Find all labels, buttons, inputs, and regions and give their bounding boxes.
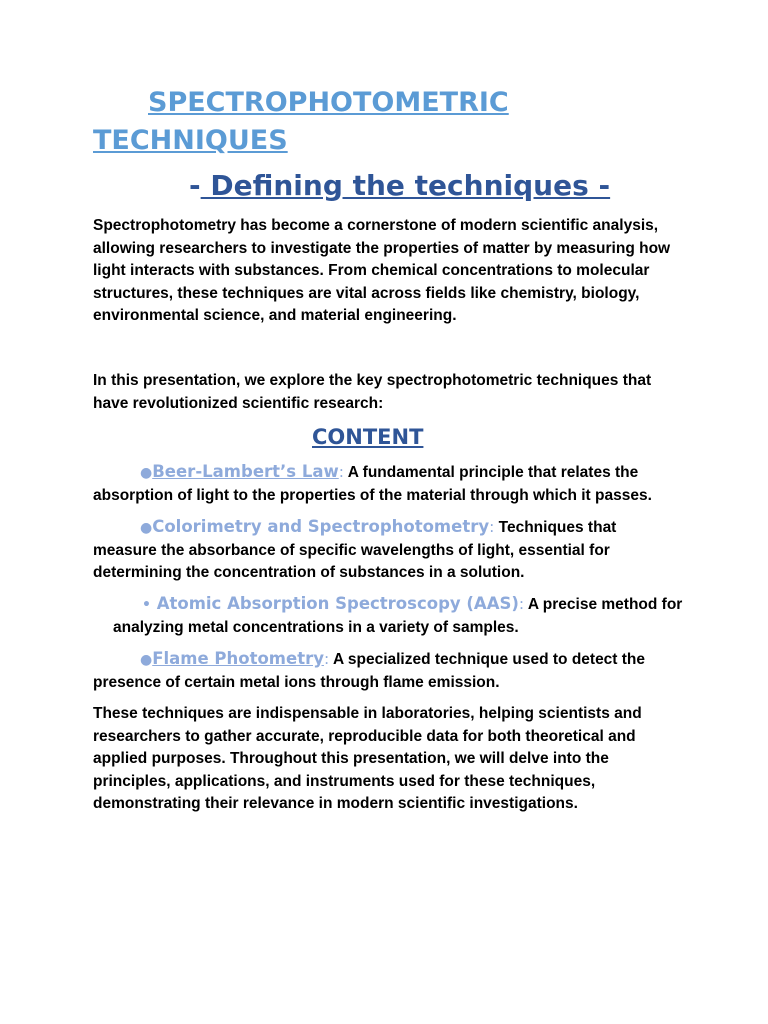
list-item-aas xyxy=(93,593,683,639)
list-item-description-part-2: analyzing metal concentrations in a variety of samples. xyxy=(113,618,519,636)
list-item-term: Colorimetry and Spectrophotometry xyxy=(152,517,490,536)
bullet-icon: ● xyxy=(140,652,153,668)
document-title-line-2: TECHNIQUES xyxy=(93,125,288,156)
list-item-flame-photometry xyxy=(93,648,683,694)
list-item-description: A specialized technique used to detect the presence of certain metal ions through flame emission. xyxy=(93,651,646,691)
bullet-icon: ● xyxy=(140,520,153,536)
closing-paragraph: These techniques are indispensable in laboratories, helping scientists and researchers to gather accurate, reproducible data for both theoretical and applied purposes. Throughout this presentation, we will delve into the principles, applications, and instruments used for these techniques, demonstrating their relevance in modern scientific investigations. xyxy=(93,705,642,813)
bullet-icon: ● xyxy=(140,465,153,481)
presentation-paragraph: In this presentation, we explore the key spectrophotometric techniques that have revolutionized scientific research: xyxy=(93,372,652,412)
intro-paragraph: Spectrophotometry has become a cornerstone of modern scientific analysis, allowing researchers to investigate the properties of matter by measuring how light interacts with substances. From chemical concentrations to molecular structures, these techniques are vital across fields like chemistry, biology, environmental science, and material engineering. xyxy=(93,217,671,325)
subtitle-text: Defining the techniques - xyxy=(200,169,611,202)
document-subtitle xyxy=(189,168,610,204)
list-item-colon: : xyxy=(338,463,344,481)
list-item-term: Flame Photometry xyxy=(152,649,324,668)
list-item-description-part-1: A precise method for xyxy=(524,596,683,613)
document-title-line-1: SPECTROPHOTOMETRIC xyxy=(148,87,509,118)
list-item-term: Atomic Absorption Spectroscopy (AAS) xyxy=(150,594,519,613)
list-item-colorimetry xyxy=(93,516,683,585)
list-item-colon: : xyxy=(489,518,495,536)
list-item-colon: : xyxy=(323,650,330,668)
subtitle-dash: - xyxy=(189,169,201,202)
list-item-term: Beer-Lambert’s Law xyxy=(152,462,339,481)
list-item-description: Techniques that measure the absorbance of specific wavelengths of light, essential for determining the concentration of substances in a solution. xyxy=(93,519,617,582)
bullet-icon: • xyxy=(142,597,151,613)
list-item-description: A fundamental principle that relates the absorption of light to the properties of the material through which it passes. xyxy=(93,464,652,504)
content-heading: CONTENT xyxy=(312,425,424,449)
list-item-beer-lambert xyxy=(93,461,683,507)
list-item-colon: : xyxy=(518,595,525,613)
